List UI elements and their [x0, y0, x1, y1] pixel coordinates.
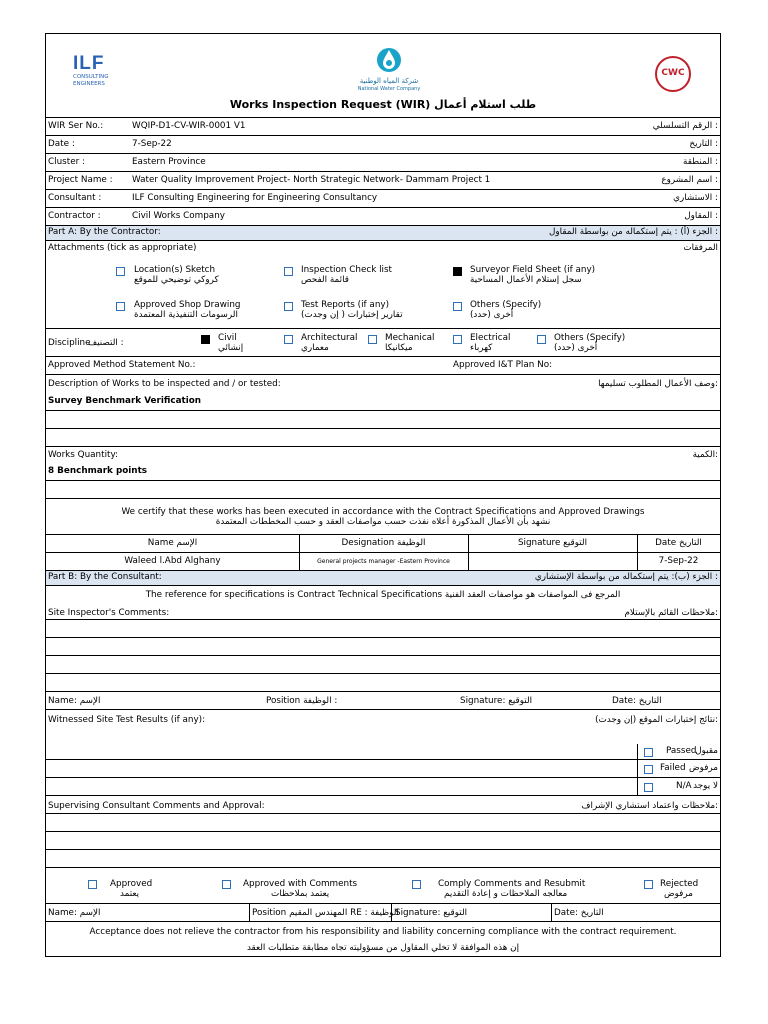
description-label-ar: :وصف الأعمال المطلوب تسليمها — [598, 379, 718, 389]
certify-ar: نشهد بأن الأعمال المذكورة أعلاه نفذت حسب مواصفات العقد و حسب المخططات المعتمدة — [215, 517, 551, 527]
witness-line-na — [46, 778, 720, 796]
info-label-ar: : اسم المشروع — [661, 175, 718, 185]
wir-form — [45, 33, 721, 957]
attachments-label: Attachments (tick as appropriate) — [48, 243, 197, 253]
info-value[interactable]: WQIP-D1-CV-WIR-0001 V1 — [132, 121, 246, 131]
ilf-logo-sub1: CONSULTING — [73, 74, 109, 80]
sig-header-name: Name الإسم — [147, 538, 198, 548]
approval-option: Approved — [110, 879, 153, 889]
acceptance-row — [46, 922, 720, 956]
info-label-ar: : الرقم التسلسلي — [652, 121, 718, 131]
result-label: Passed — [666, 746, 697, 756]
description-value[interactable]: Survey Benchmark Verification — [48, 396, 202, 406]
info-row-project — [46, 172, 720, 190]
sig-name-value[interactable]: Waleed l.Abd Alghany — [124, 556, 221, 566]
part-a-title-ar: : الجزء (أ) : يتم إستكماله من بواسطة المقاول — [549, 227, 718, 237]
info-label: Date : — [48, 139, 75, 149]
witness-label-row — [46, 710, 720, 744]
discipline-option-ar: كهرباء — [470, 343, 493, 353]
part-b-title-ar: : الجزء (ب): يتم إستكماله من بواسطة الإستشاري — [534, 572, 718, 582]
result-label-ar: لا يوجد — [693, 781, 718, 791]
result-label-ar: مقبول — [695, 746, 718, 756]
discipline-option: Mechanical — [385, 333, 435, 343]
consultant-position-label: Position المهندس المقيم RE : الوظيفة — [252, 908, 399, 918]
quantity-label-ar: :الكمية — [692, 450, 718, 460]
discipline-option: Electrical — [470, 333, 511, 343]
discipline-option: Civil — [218, 333, 237, 343]
info-row-date — [46, 136, 720, 154]
col-divider — [637, 778, 638, 795]
quantity-blank — [46, 481, 720, 499]
part-a-title: Part A: By the Contractor: — [48, 227, 161, 237]
sig-header-designation: Designation الوظيفة — [341, 538, 426, 548]
site-inspector-label-ar: :ملاحظات القائم بالإستلام — [624, 608, 718, 618]
quantity-label-row — [46, 447, 720, 463]
contractor-sig-values — [46, 553, 720, 571]
consultant-date-label: Date: التاريخ — [554, 908, 604, 918]
info-label-ar: : الاستشاري — [673, 193, 718, 203]
nwc-drop-icon — [374, 46, 404, 74]
approval-option-ar: معالجه الملاحظات و إعادة التقديم — [444, 889, 568, 899]
col-divider — [551, 904, 552, 921]
discipline-row — [46, 329, 720, 357]
discipline-option: Architectural — [301, 333, 358, 343]
info-row-wir-ser — [46, 118, 720, 136]
inspector-name-label: Name: الإسم — [48, 696, 101, 706]
info-value[interactable]: Civil Works Company — [132, 211, 225, 221]
attachment-label-ar: أخرى (حدد) — [470, 310, 514, 320]
supervising-line[interactable] — [46, 850, 720, 868]
checkbox-approved-shop-drawing[interactable] — [116, 302, 125, 311]
attachment-label-ar: قائمة الفحص — [301, 275, 349, 285]
comment-line[interactable] — [46, 656, 720, 674]
attachment-label: Approved Shop Drawing — [134, 300, 241, 310]
attachments-label-ar: المرفقات — [683, 243, 718, 253]
supervising-line[interactable] — [46, 832, 720, 850]
checkbox-passed[interactable] — [644, 748, 653, 757]
inspector-position-label: Position الوظيفة : — [266, 696, 338, 706]
witness-line-passed — [46, 744, 720, 760]
part-b-header — [46, 571, 720, 586]
attachment-label-ar: تقارير إختبارات ( إن وجدت) — [301, 310, 403, 320]
checkbox-comply-resubmit[interactable] — [412, 880, 421, 889]
contractor-sig-header — [46, 535, 720, 553]
checkbox-test-reports[interactable] — [284, 302, 293, 311]
certify-en: We certify that these works has been executed in accordance with the Contract Specifications and Approved Drawings — [121, 507, 645, 517]
reference-text: The reference for specifications is Contract Technical Specifications المرجع فى المواصفات هو مواصفات العقد الفنية — [145, 590, 621, 600]
description-label: Description of Works to be inspected and / or tested: — [48, 379, 281, 389]
supervising-label-ar: :ملاحظات واعتماد استشاري الإشراف — [581, 801, 718, 811]
checkbox-rejected[interactable] — [644, 880, 653, 889]
supervising-line[interactable] — [46, 814, 720, 832]
sig-date-value[interactable]: 7-Sep-22 — [658, 556, 699, 566]
approval-option: Comply Comments and Resubmit — [438, 879, 586, 889]
col-divider — [637, 760, 638, 777]
acceptance-en: Acceptance does not relieve the contractor from his responsibility and liability concerning compliance with the contract requirement. — [89, 927, 677, 937]
approval-option: Approved with Comments — [243, 879, 358, 889]
method-statement-label: Approved Method Statement No.: — [48, 360, 196, 370]
comment-line[interactable] — [46, 674, 720, 692]
site-inspector-section — [46, 586, 720, 620]
nwc-logo-en: National Water Company — [357, 86, 421, 92]
col-divider — [637, 744, 638, 759]
info-label-ar: : المنطقة — [682, 157, 718, 167]
approval-option-ar: يعتمد بملاحظات — [271, 889, 330, 899]
site-inspector-label: Site Inspector's Comments: — [48, 608, 170, 618]
ilf-logo — [73, 54, 143, 94]
info-value[interactable]: ILF Consulting Engineering for Engineering Consultancy — [132, 193, 378, 203]
info-value[interactable]: Water Quality Improvement Project- North Strategic Network- Dammam Project 1 — [132, 175, 491, 185]
attachment-label: Inspection Check list — [301, 265, 393, 275]
discipline-option-ar: أخرى (حدد) — [554, 343, 598, 353]
discipline-option-ar: إنشائي — [218, 343, 244, 353]
ilf-logo-mark: ILF — [73, 53, 105, 74]
checkbox-mechanical[interactable] — [368, 335, 377, 344]
info-row-contractor — [46, 208, 720, 226]
result-label-ar: مرفوض — [689, 763, 718, 773]
col-divider — [249, 904, 250, 921]
cwc-logo-mark: CWC — [661, 68, 685, 78]
approval-option: Rejected — [660, 879, 699, 889]
attachments-section — [46, 241, 720, 329]
ilf-logo-sub2: ENGINEERS — [73, 81, 105, 87]
attachment-label: Surveyor Field Sheet (if any) — [470, 265, 596, 275]
part-b-title: Part B: By the Consultant: — [48, 572, 162, 582]
result-label: Failed — [660, 763, 686, 773]
certification-row — [46, 499, 720, 535]
info-label: WIR Ser No.: — [48, 121, 104, 131]
checkbox-architectural[interactable] — [284, 335, 293, 344]
info-label: Project Name : — [48, 175, 113, 185]
discipline-label-ar: : التصنيف — [88, 338, 124, 348]
info-label: Consultant : — [48, 193, 102, 203]
inspector-sign-row — [46, 692, 720, 710]
discipline-option-ar: ميكانيكا — [385, 343, 413, 353]
description-label-row — [46, 375, 720, 393]
approval-option-ar: مرفوض — [664, 889, 693, 899]
witness-label: Witnessed Site Test Results (if any): — [48, 715, 206, 725]
comment-line[interactable] — [46, 620, 720, 638]
checkbox-na[interactable] — [644, 783, 653, 792]
info-row-consultant — [46, 190, 720, 208]
part-a-header — [46, 226, 720, 241]
supervising-label-row — [46, 796, 720, 814]
itp-label: Approved I&T Plan No: — [453, 360, 553, 370]
witness-line-failed — [46, 760, 720, 778]
checkbox-approved[interactable] — [88, 880, 97, 889]
inspector-date-label: Date: التاريخ — [612, 696, 662, 706]
approval-option-ar: يعتمد — [120, 889, 140, 899]
consultant-signature-label: Signature: التوقيع — [395, 908, 468, 918]
discipline-option: Others (Specify) — [554, 333, 626, 343]
approval-options-row — [46, 868, 720, 904]
discipline-option-ar: معماري — [301, 343, 329, 353]
acceptance-ar: إن هذه الموافقة لا تخلي المقاول من مسؤوليته تجاه مطابقة متطلبات العقد — [246, 943, 520, 953]
witness-label-ar: :نتائج إختبارات الموقع (إن وجدت) — [595, 715, 718, 725]
result-label: N/A — [676, 781, 692, 791]
quantity-value[interactable]: 8 Benchmark points — [48, 466, 148, 476]
description-value-row — [46, 393, 720, 411]
attachment-label: Location(s) Sketch — [134, 265, 216, 275]
checkbox-approved-with-comments[interactable] — [222, 880, 231, 889]
description-blank-1 — [46, 411, 720, 429]
checkbox-electrical[interactable] — [453, 335, 462, 344]
consultant-sign-row — [46, 904, 720, 922]
info-label-ar: : التاريخ — [689, 139, 718, 149]
checkbox-inspection-check-list[interactable] — [284, 267, 293, 276]
info-label-ar: : المقاول — [684, 211, 718, 221]
info-value[interactable]: Eastern Province — [132, 157, 206, 167]
col-divider — [468, 553, 469, 570]
checkbox-civil[interactable] — [201, 335, 210, 344]
info-value[interactable]: 7-Sep-22 — [132, 139, 172, 149]
attachment-label: Others (Specify) — [470, 300, 542, 310]
description-blank-2 — [46, 429, 720, 447]
inspector-signature-label: Signature: التوقيع — [460, 696, 533, 706]
info-label: Cluster : — [48, 157, 85, 167]
consultant-name-label: Name: الإسم — [48, 908, 101, 918]
comment-line[interactable] — [46, 638, 720, 656]
attachment-label-ar: كروكي توضيحي للموقع — [134, 275, 219, 285]
checkbox-others[interactable] — [453, 302, 462, 311]
nwc-logo-ar: شركة المياه الوطنية — [359, 77, 419, 85]
method-statement-row — [46, 357, 720, 375]
attachment-label-ar: الرسومات التنفيذية المعتمدة — [134, 310, 238, 320]
sig-designation-value[interactable]: General projects manager -Eastern Province — [317, 558, 450, 565]
info-label: Contractor : — [48, 211, 101, 221]
form-title: Works Inspection Request (WIR) طلب استلام أعمال — [229, 98, 537, 111]
sig-header-signature: Signature التوقيع — [517, 538, 588, 548]
info-row-cluster — [46, 154, 720, 172]
form-header — [46, 34, 720, 118]
checkbox-location-sketch[interactable] — [116, 267, 125, 276]
quantity-value-row — [46, 463, 720, 481]
quantity-label: Works Quantity: — [48, 450, 118, 460]
discipline-label: Discipline — [48, 338, 91, 348]
nwc-logo — [344, 46, 434, 96]
checkbox-failed[interactable] — [644, 765, 653, 774]
checkbox-surveyor-field-sheet[interactable] — [453, 267, 462, 276]
checkbox-others-discipline[interactable] — [537, 335, 546, 344]
supervising-label: Supervising Consultant Comments and Approval: — [48, 801, 265, 811]
attachment-label-ar: سجل إستلام الأعمال المساحية — [470, 275, 582, 285]
attachment-label: Test Reports (if any) — [301, 300, 390, 310]
sig-header-date: Date التاريخ — [655, 538, 702, 548]
cwc-logo — [655, 56, 691, 92]
